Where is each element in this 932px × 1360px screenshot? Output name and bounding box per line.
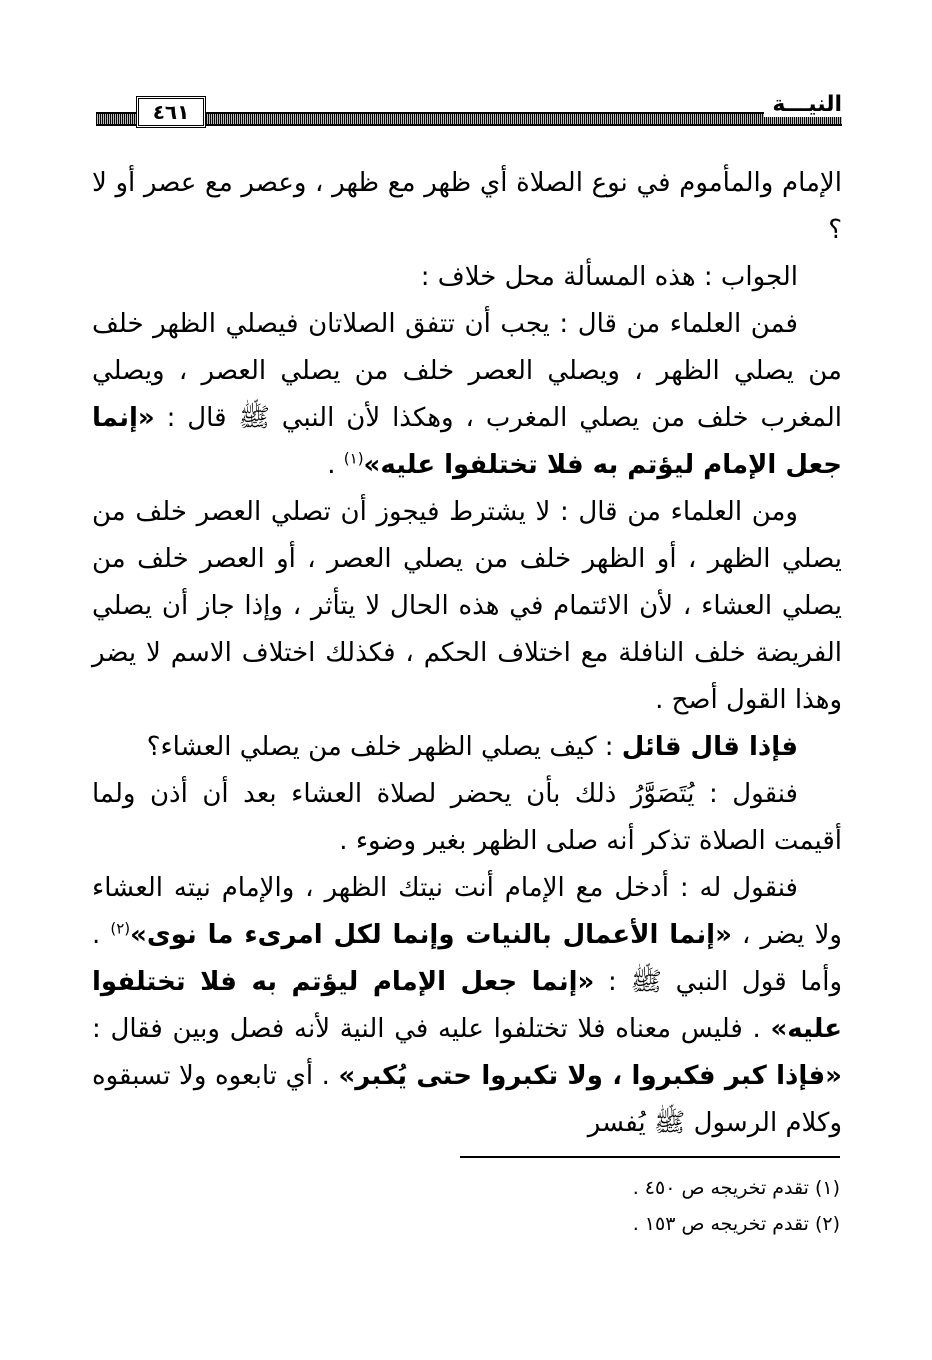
footnotes [240, 1170, 840, 1242]
objection-text: : كيف يصلي الظهر خلف من يصلي العشاء؟ [146, 732, 622, 762]
hadith-quote-imam: «إنما جعل الإمام ليؤتم به فلا تختلفوا عليه» [92, 967, 842, 1044]
footnote-ref-2: (٢) [110, 919, 131, 938]
sentence-end: . [327, 450, 344, 480]
footnote-1: (١) تقدم تخريجه ص ٤٥٠ . [632, 1177, 840, 1199]
paragraph-answer-intro: الجواب : هذه المسألة محل خلاف : [420, 262, 798, 292]
paragraph-question: الإمام والمأموم في نوع الصلاة أي ظهر مع ظهر ، وعصر مع عصر أو لا ؟ [92, 168, 842, 245]
first-opinion-text: فمن العلماء من قال : يجب أن تتفق الصلاتان فيصلي الظهر خلف من يصلي الظهر ، ويصلي العصر خلف من يصلي العصر ، ويصلي المغرب خلف من يصلي المغرب ، وهكذا لأن النبي ﷺ قال : [92, 309, 842, 433]
hadith-quote-takbir: «فإذا كبر فكبروا ، ولا تكبروا حتى يُكبر» [338, 1061, 842, 1091]
paragraph-second-opinion: ومن العلماء من قال : لا يشترط فيجوز أن تصلي العصر خلف من يصلي الظهر ، أو الظهر خلف من يصلي العصر ، أو العصر خلف من يصلي العشاء ، لأن الائتمام في هذه الحال لا يتأثر ، وإذا جاز أن يصلي الفريضة خلف النافلة مع اختلاف الحكم ، فكذلك اختلاف الاسم لا يضر وهذا القول أصح . [92, 497, 842, 715]
paragraph-objection [92, 724, 842, 771]
explanation-text-b: . وأما قول النبي ﷺ : [92, 920, 843, 997]
hadith-quote-intentions: «إنما الأعمال بالنيات وإنما لكل امرىء ما نوى» [130, 920, 732, 950]
explanation-text-a: فنقول له : أدخل مع الإمام أنت نيتك الظهر ، والإمام نيته العشاء ولا يضر ، [92, 873, 842, 950]
footnote-2: (٢) تقدم تخريجه ص ١٥٣ . [632, 1213, 840, 1235]
objection-lead: فإذا قال قائل [621, 732, 798, 762]
footnote-separator [460, 1156, 840, 1158]
main-text [92, 160, 842, 1147]
hadith-quote: «إنما جعل الإمام ليؤتم به فلا تختلفوا عليه» [92, 403, 842, 480]
explanation-text-d: . أي تابعوه ولا تسبقوه وكلام الرسول ﷺ يُفسر [92, 1061, 842, 1138]
page-header [96, 92, 842, 132]
page-number: ٤٦١ [136, 96, 206, 128]
paragraph-explanation [92, 865, 842, 1147]
header-decorative-rule [96, 112, 842, 126]
explanation-text-c: . فليس معناه فلا تختلفوا عليه في النية لأنه فصل وبين فقال : [92, 1014, 771, 1044]
footnote-ref-1: (١) [343, 449, 364, 468]
paragraph-first-opinion [92, 301, 842, 489]
paragraph-reply: فنقول : يُتَصَوَّرُ ذلك بأن يحضر لصلاة العشاء بعد أن أذن ولما أقيمت الصلاة تذكر أنه صلى الظهر بغير وضوء . [92, 779, 842, 856]
chapter-title: النيـــة [764, 92, 842, 117]
